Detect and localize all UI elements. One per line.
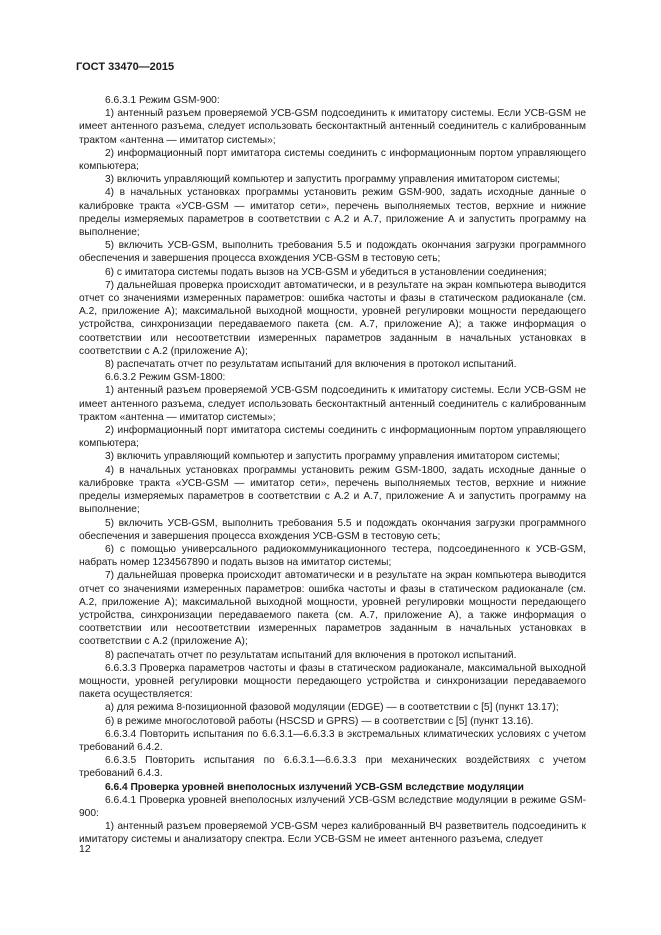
paragraph: 6) с помощью универсального радиокоммуникационного тестера, подсоединенного к УСВ-GSM, набрать номер 1234567890 и подать вызов на имитатор системы; <box>79 543 586 569</box>
paragraph: 3) включить управляющий компьютер и запустить программу управления имитатором системы; <box>105 451 561 463</box>
paragraph: 6.6.3.3 Проверка параметров частоты и фазы в статическом радиоканале, максимальной выходной мощности, уровней регулировки мощности передающего устройства и синхронизации передаваемого пакета осуществляется: <box>79 662 586 701</box>
paragraph: б) в режиме многослотовой работы (HSCSD и GPRS) — в соответствии с [5] (пункт 13.16). <box>105 715 534 727</box>
document-header: ГОСТ 33470—2015 <box>76 61 175 73</box>
paragraph: 6.6.3.4 Повторить испытания по 6.6.3.1—6.6.3.3 в экстремальных климатических условиях с учетом требований 6.4.2. <box>79 728 586 753</box>
document-body <box>79 94 586 847</box>
paragraph: 7) дальнейшая проверка происходит автоматически, и в результате на экран компьютера выводится отчет со значениями измеренных параметров: ошибка частоты и фазы в статическом радиоканале (см. А.2, приложение А); максимальной выходной мощности, уровней регулировки мощности передающего устройства, синхронизации передаваемого пакета (см. А.7, приложение А); а также информация о соответствии или несоответствии измеренных параметров заданным в начальных установках в соответствии с А.2 (приложение А); <box>79 279 586 357</box>
paragraph: 6.6.4.1 Проверка уровней внеполосных излучений УСВ-GSM вследствие модуляции в режиме GSM-900: <box>79 794 586 819</box>
paragraph: 5) включить УСВ-GSM, выполнить требования 5.5 и подождать окончания загрузки программного обеспечения и завершения процесса вхождения УСВ-GSM в тестовую сеть; <box>79 517 586 542</box>
page-number: 12 <box>79 843 91 855</box>
paragraph: 8) распечатать отчет по результатам испытаний для включения в протокол испытаний. <box>105 359 517 371</box>
paragraph: 3) включить управляющий компьютер и запустить программу управления имитатором системы; <box>105 174 561 186</box>
paragraph: а) для режима 8-позиционной фазовой модуляции (EDGE) — в соответствии с [5] (пункт 13.17); <box>105 702 559 714</box>
paragraph: 6.6.3.1 Режим GSM-900: <box>105 95 220 106</box>
paragraph: 2) информационный порт имитатора системы соединить с информационным портом управляющего компьютера; <box>79 425 586 450</box>
paragraph: 1) антенный разъем проверяемой УСВ-GSM подсоединить к имитатору системы. Если УСВ-GSM не имеет антенного разъема, следует использовать бесконтактный антенный соединитель с калиброванным трактом «антенна — имитатор системы»; <box>79 385 586 423</box>
paragraph: 6.6.3.2 Режим GSM-1800: <box>105 372 226 384</box>
paragraph: 6.6.3.5 Повторить испытания по 6.6.3.1—6.6.3.3 при механических воздействиях с учетом требований 6.4.3. <box>79 755 586 780</box>
paragraph: 8) распечатать отчет по результатам испытаний для включения в протокол испытаний. <box>105 649 517 661</box>
paragraph: 1) антенный разъем проверяемой УСВ-GSM через калиброванный ВЧ разветвитель подсоединить к имитатору системы и анализатору спектра. Если УСВ-GSM не имеет антенного разъема, следует <box>79 821 586 846</box>
paragraph: 6) с имитатора системы подать вызов на УСВ-GSM и убедиться в установлении соединения; <box>105 266 547 278</box>
paragraph: 5) включить УСВ-GSM, выполнить требования 5.5 и подождать окончания загрузки программного обеспечения и завершения процесса вхождения УСВ-GSM в тестовую сеть; <box>79 240 586 265</box>
paragraph: 4) в начальных установках программы установить режим GSM-1800, задать исходные данные о калибровке тракта «УСВ-GSM — имитатор сети», перечень выполняемых тестов, верхние и нижние пределы измеряемых параметров в соответствии с А.2 и А.7, приложение А и запустить программу на выполнение; <box>79 464 586 516</box>
paragraph: 1) антенный разъем проверяемой УСВ-GSM подсоединить к имитатору системы. Если УСВ-GSM не имеет антенного разъема, следует использовать бесконтактный антенный соединитель с калиброванным трактом «антенна — имитатор системы»; <box>79 108 586 146</box>
section-heading: 6.6.4 Проверка уровней внеполосных излучений УСВ-GSM вследствие модуляции <box>105 781 524 793</box>
paragraph: 4) в начальных установках программы установить режим GSM-900, задать исходные данные о калибровке тракта «УСВ-GSM — имитатор сети», перечень выполняемых тестов, верхние и нижние пределы измеряемых параметров в соответствии с А.2 и А.7, приложение А и запустить программу на выполнение; <box>79 187 586 239</box>
paragraph: 7) дальнейшая проверка происходит автоматически и в результате на экран компьютера выводится отчет со значениями измеренных параметров: ошибка частоты и фазы в статическом радиоканале (см. А.2, приложение А); максимальной выходной мощности, уровней регулировки мощности передающего устройства, синхронизации передаваемого пакета (см. А.7, приложение А), а также информация о соответствии или несоответствии измеренных параметров заданным в начальных установках в соответствии с А.2 (приложение А); <box>79 570 586 648</box>
paragraph: 2) информационный порт имитатора системы соединить с информационным портом управляющего компьютера; <box>79 147 586 173</box>
